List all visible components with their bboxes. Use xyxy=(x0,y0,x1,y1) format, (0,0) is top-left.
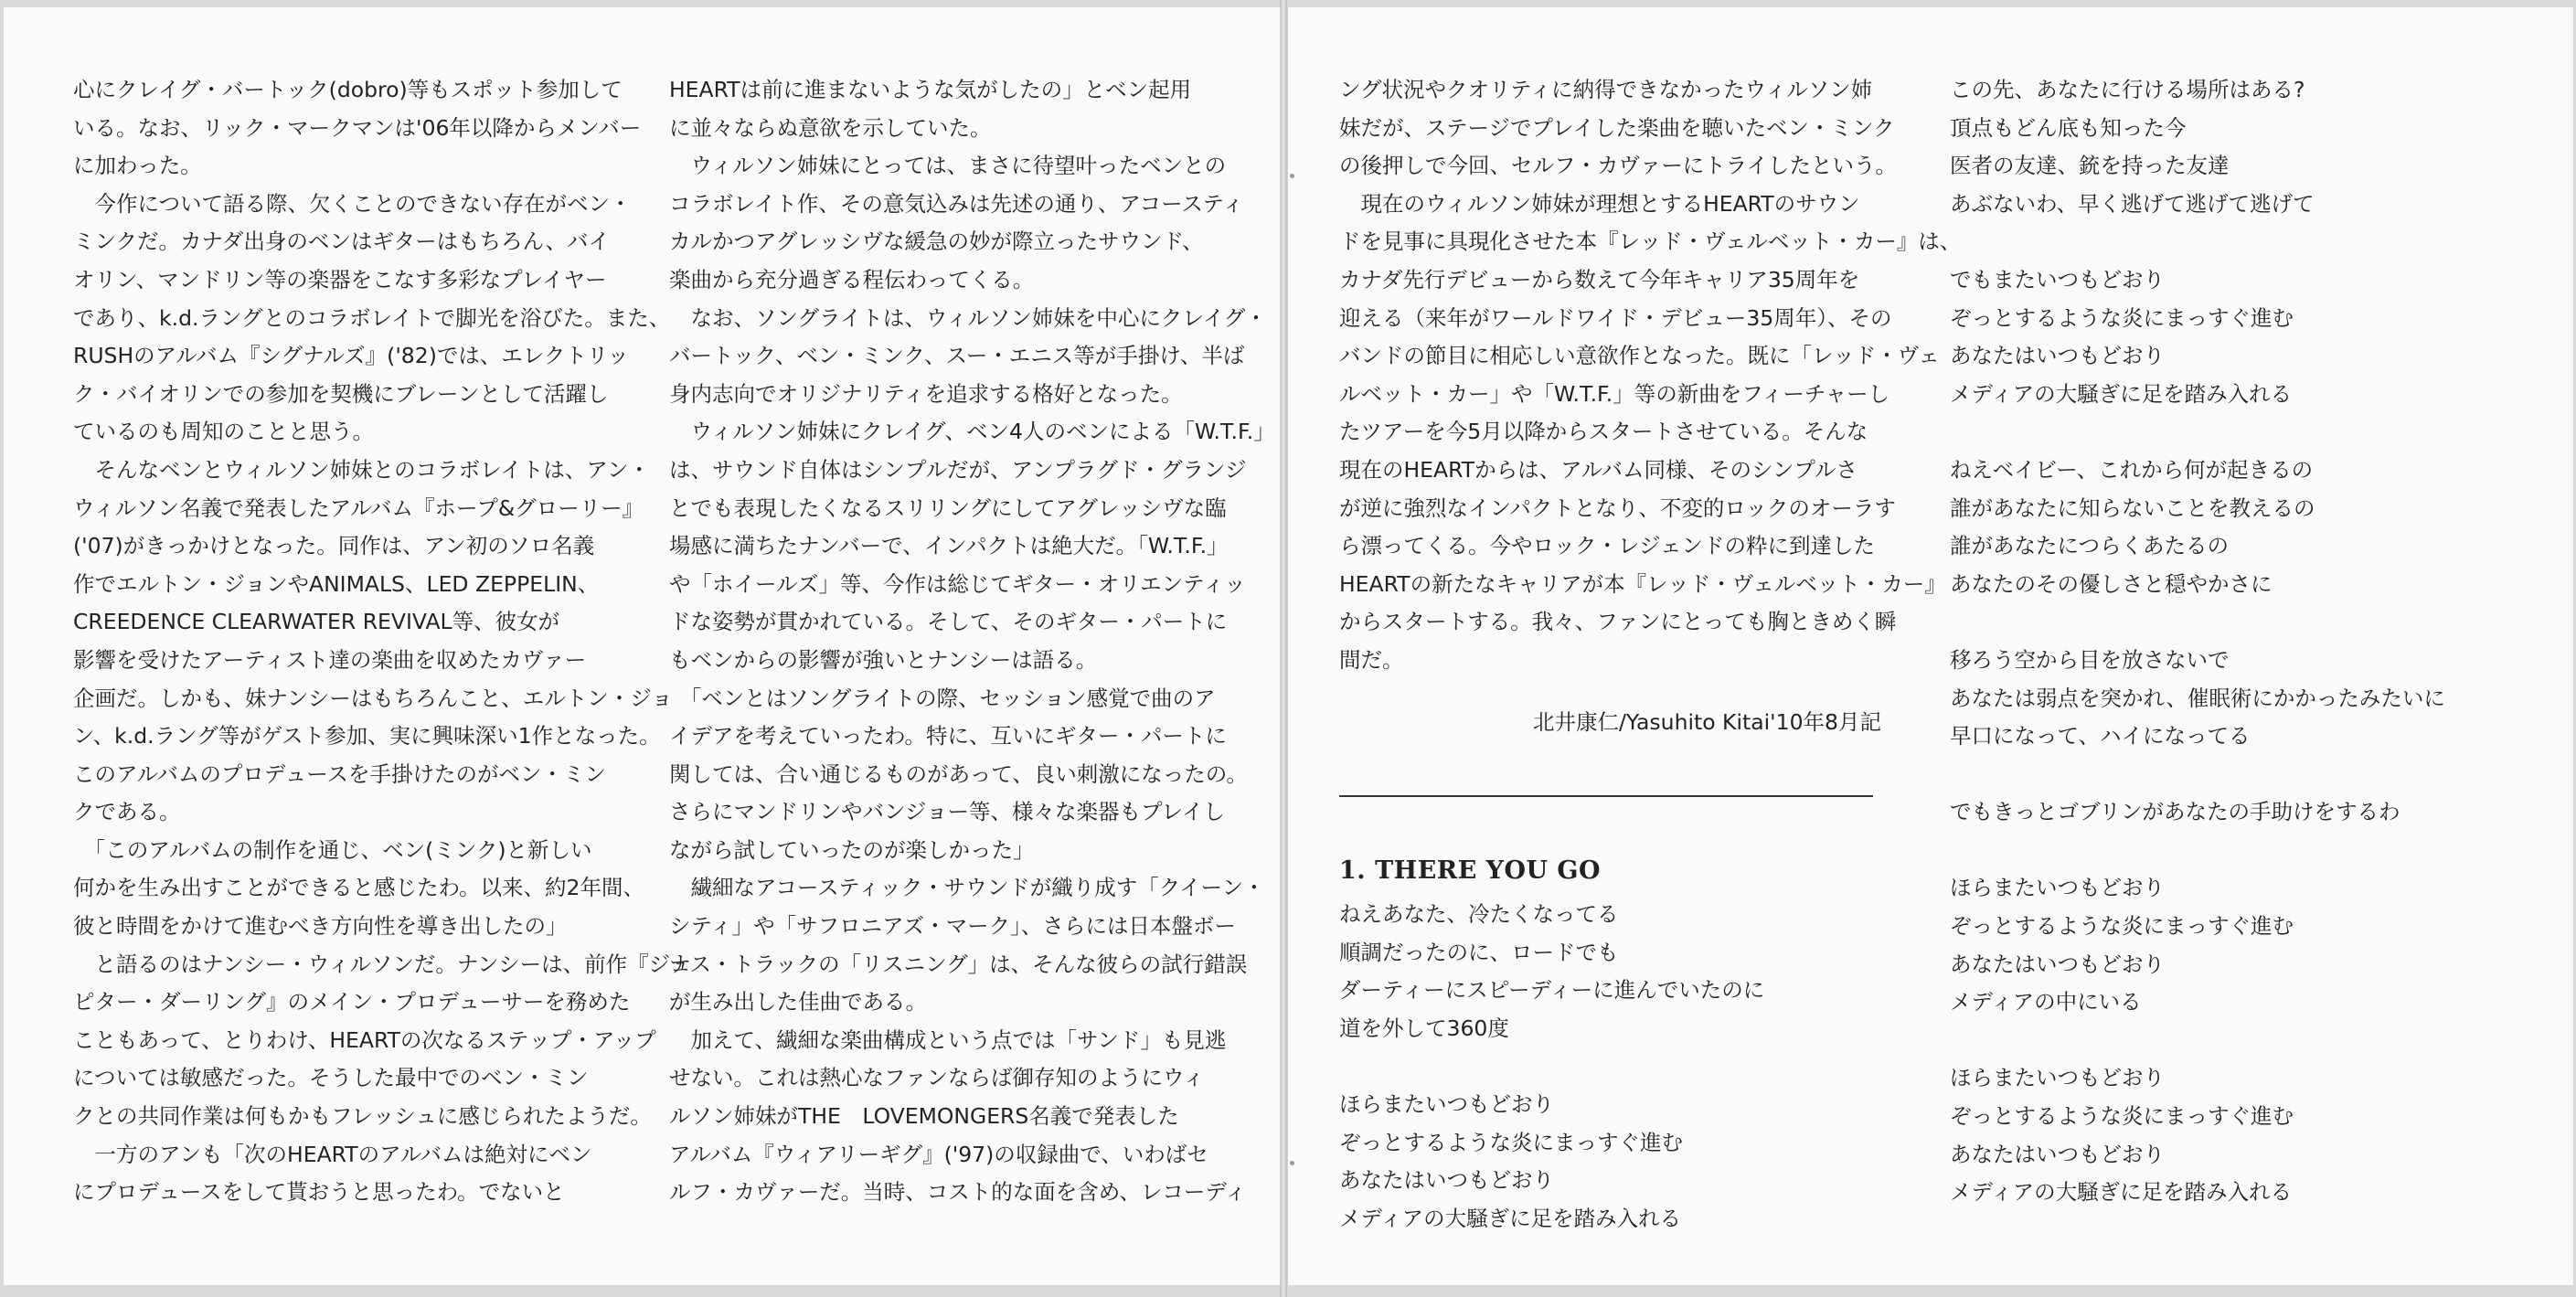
lyric-line: でもきっとゴブリンがあなたの手助けをするわ xyxy=(1950,799,2400,825)
text-line: いる。なお、リック・マークマンは'06年以降からメンバー xyxy=(73,114,642,141)
text-line: コラボレイト作、その意気込みは先述の通り、アコースティ xyxy=(669,190,1244,217)
lyric-line xyxy=(1339,1047,1764,1086)
text-line: アルバム『ウィアリーギグ』('97)の収録曲で、いわばセ xyxy=(669,1141,1208,1167)
lyric-line: この先、あなたに行ける場所はある? xyxy=(1950,77,2305,102)
song-title: 1. THERE YOU GO xyxy=(1339,856,1602,885)
lyric-line xyxy=(1950,603,2445,642)
text-line: CREEDENCE CLEARWATER REVIVAL等、彼女が xyxy=(73,609,560,635)
text-line: 身内志向でオリジナリティを追求する格好となった。 xyxy=(669,380,1183,407)
lyric-line xyxy=(1950,756,2445,794)
text-line: 妹だが、ステージでプレイした楽曲を聴いたベン・ミンク xyxy=(1339,114,1895,141)
text-line: 楽曲から充分過ぎる程伝わってくる。 xyxy=(669,266,1035,292)
lyric-line: 頂点もどん底も知った今 xyxy=(1950,114,2187,141)
lyric-line: メディアの大騒ぎに足を踏み入れる xyxy=(1339,1205,1682,1231)
text-line: とでも表現したくなるスリリングにしてアグレッシヴな臨 xyxy=(669,494,1227,521)
text-column-2 xyxy=(669,71,1275,1212)
text-column-3 xyxy=(1339,71,1961,680)
text-line: バンドの節目に相応しい意欲作となった。既に「レッド・ヴェ xyxy=(1339,343,1940,369)
text-line: であり、k.d.ラングとのコラボレイトで脚光を浴びた。また、 xyxy=(73,304,671,331)
text-line: もベンからの影響が強いとナンシーは語る。 xyxy=(669,646,1098,673)
lyric-line: ほらまたいつもどおり xyxy=(1339,1090,1554,1117)
lyric-line: ダーティーにスピーディーに進んでいたのに xyxy=(1339,977,1765,1004)
lyric-line: メディアの中にいる xyxy=(1950,989,2142,1015)
text-line: ング状況やクオリティに納得できなかったウィルソン姉 xyxy=(1339,77,1873,102)
text-line: なお、ソングライトは、ウィルソン姉妹を中心にクレイグ・ xyxy=(669,304,1267,331)
text-line: が生み出した佳曲である。 xyxy=(669,989,927,1015)
lyrics-block-right xyxy=(1950,71,2445,1212)
text-line: 影響を受けたアーティスト達の楽曲を収めたカヴァー xyxy=(73,646,587,673)
text-line: 企画だ。しかも、妹ナンシーはもちろんこと、エルトン・ジョ xyxy=(73,685,673,711)
lyric-line: あなたはいつもどおり xyxy=(1950,951,2165,977)
lyric-line: 早口になって、ハイになってる xyxy=(1950,723,2251,749)
lyric-line: 誰があなたにつらくあたるの xyxy=(1950,533,2230,559)
lyric-line: あぶないわ、早く逃げて逃げて逃げて xyxy=(1950,190,2315,217)
lyric-line: ぞっとするような炎にまっすぐ進む xyxy=(1950,1103,2294,1130)
text-line: 「このアルバムの制作を通じ、ベン(ミンク)と新しい xyxy=(73,836,592,863)
lyric-line xyxy=(1950,832,2445,870)
text-line: さらにマンドリンやバンジョー等、様々な楽器もプレイし xyxy=(669,799,1225,825)
text-line: カルかつアグレッシヴな緩急の妙が際立ったサウンド、 xyxy=(669,229,1204,255)
text-line: 彼と時間をかけて進むべき方向性を導き出したの」 xyxy=(73,913,568,940)
text-line: と語るのはナンシー・ウィルソンだ。ナンシーは、前作『ジュ xyxy=(73,951,692,977)
credit-line: '10年8月記 xyxy=(1770,709,1881,735)
lyric-line: あなたは弱点を突かれ、催眠術にかかったみたいに xyxy=(1950,685,2445,711)
text-line: ているのも周知のことと思う。 xyxy=(73,419,374,445)
lyric-line: メディアの大騒ぎに足を踏み入れる xyxy=(1950,380,2293,407)
text-line: ドな姿勢が貫かれている。そして、そのギター・パートに xyxy=(669,609,1228,635)
lyric-line: 誰があなたに知らないことを教えるの xyxy=(1950,494,2315,521)
text-line: に並々ならぬ意欲を示していた。 xyxy=(669,114,992,141)
right-page xyxy=(1287,7,2573,1285)
text-line: からスタートする。我々、ファンにとっても胸ときめく瞬 xyxy=(1339,609,1897,635)
lyric-line: 道を外して360度 xyxy=(1339,1015,1509,1041)
text-line: バートック、ベン・ミンク、スー・エニス等が手掛け、半ば xyxy=(669,343,1245,369)
text-line: 作でエルトン・ジョンやANIMALS、LED ZEPPELIN、 xyxy=(73,570,600,597)
text-line: ウィルソン姉妹にとっては、まさに待望叶ったベンとの xyxy=(669,153,1227,179)
text-line: ウィルソン姉妹にクレイグ、ベン4人のベンによる「W.T.F.」 xyxy=(669,419,1275,445)
lyric-line: あなたはいつもどおり xyxy=(1950,1141,2165,1167)
credit-line: 北井康仁/Yasuhito Kitai xyxy=(1533,709,1771,735)
text-line: ('07)がきっかけとなった。同作は、アン初のソロ名義 xyxy=(73,533,595,559)
lyrics-block-left xyxy=(1339,896,1764,1238)
text-line: ら漂ってくる。今やロック・レジェンドの粋に到達した xyxy=(1339,533,1875,559)
text-line: 関しては、合い通じるものがあって、良い刺激になったの。 xyxy=(669,760,1248,787)
lyric-line: 移ろう空から目を放さないで xyxy=(1950,646,2230,673)
text-line: 今作について語る際、欠くことのできない存在がベン・ xyxy=(73,190,632,217)
text-line: 現在のHEARTからは、アルバム同様、そのシンプルさ xyxy=(1339,456,1857,483)
text-line: シティ」や「サフロニアズ・マーク」、さらには日本盤ボー xyxy=(669,913,1236,940)
text-line: ピター・ダーリング』のメイン・プロデューサーを務めた xyxy=(73,989,631,1015)
text-line: 迎える（来年がワールドワイド・デビュー35周年）、その xyxy=(1339,304,1892,331)
left-page xyxy=(4,7,1281,1285)
text-line: ウィルソン名義で発表したアルバム『ホープ&グローリー』 xyxy=(73,494,644,521)
text-line: 何かを生み出すことができると感じたわ。以来、約2年間、 xyxy=(73,875,645,901)
text-line: 心にクレイグ・バートック(dobro)等もスポット参加して xyxy=(73,77,623,102)
text-line: が逆に強烈なインパクトとなり、不変的ロックのオーラす xyxy=(1339,494,1896,521)
staple-hole xyxy=(1290,174,1294,178)
book-spine xyxy=(1280,0,1287,1297)
text-line: ミンクだ。カナダ出身のベンはギターはもちろん、バイ xyxy=(73,229,611,255)
text-line: イデアを考えていったわ。特に、互いにギター・パートに xyxy=(669,723,1227,749)
text-line: 繊細なアコースティック・サウンドが織り成す「クイーン・ xyxy=(669,875,1265,901)
text-line: クとの共同作業は何もかもフレッシュに感じられたようだ。 xyxy=(73,1103,652,1130)
lyric-line: 医者の友達、銃を持った友達 xyxy=(1950,153,2230,179)
author-credit xyxy=(1533,704,1881,742)
lyric-line: ぞっとするような炎にまっすぐ進む xyxy=(1950,304,2294,331)
lyric-line: あなたはいつもどおり xyxy=(1950,343,2165,369)
text-line: HEARTは前に進まないような気がしたの」とベン起用 xyxy=(669,77,1192,102)
text-line: HEARTの新たなキャリアが本『レッド・ヴェルベット・カー』 xyxy=(1339,570,1946,597)
lyric-line: あなたはいつもどおり xyxy=(1339,1167,1554,1194)
text-line: 加えて、繊細な楽曲構成という点では「サンド」も見逃 xyxy=(669,1026,1227,1053)
lyric-line: ほらまたいつもどおり xyxy=(1950,875,2165,901)
text-line: や「ホイールズ」等、今作は総じてギター・オリエンティッ xyxy=(669,570,1246,597)
text-line: クである。 xyxy=(73,799,181,825)
text-line: の後押しで今回、セルフ・カヴァーにトライしたという。 xyxy=(1339,153,1898,179)
lyric-line xyxy=(1950,1022,2445,1060)
text-line: 「ベンとはソングライトの際、セッション感覚で曲のア xyxy=(669,685,1216,711)
lyric-line: あなたのその優しさと穏やかさに xyxy=(1950,570,2273,597)
text-line: ン、k.d.ラング等がゲスト参加、実に興味深い1作となった。 xyxy=(73,723,661,749)
lyric-line: 順調だったのに、ロードでも xyxy=(1339,939,1619,965)
text-column-1 xyxy=(73,71,691,1212)
text-line: ク・バイオリンでの参加を契機にブレーンとして活躍し xyxy=(73,380,609,407)
lyric-line: ねえベイビー、これから何が起きるの xyxy=(1950,456,2314,483)
text-line: ながら試していったのが楽しかった」 xyxy=(669,836,1035,863)
lyric-line xyxy=(1950,223,2445,261)
text-line: ドを見事に具現化させた本『レッド・ヴェルベット・カー』は、 xyxy=(1339,229,1962,255)
lyric-line: メディアの大騒ぎに足を踏み入れる xyxy=(1950,1179,2293,1206)
text-line: RUSHのアルバム『シグナルズ』('82)では、エレクトリッ xyxy=(73,343,629,369)
lyric-line: ねえあなた、冷たくなってる xyxy=(1339,901,1619,927)
text-line: 間だ。 xyxy=(1339,646,1404,673)
text-line: については敏感だった。そうした最中でのベン・ミン xyxy=(73,1065,589,1091)
text-line: ナス・トラックの「リスニング」は、そんな彼らの試行錯誤 xyxy=(669,951,1248,977)
lyric-line: でもまたいつもどおり xyxy=(1950,266,2165,292)
text-line: そんなベンとウィルソン姉妹とのコラボレイトは、アン・ xyxy=(73,456,650,483)
text-line: ルソン姉妹がTHE LOVEMONGERS名義で発表した xyxy=(669,1103,1179,1130)
text-line: 一方のアンも「次のHEARTのアルバムは絶対にベン xyxy=(73,1141,592,1167)
text-line: は、サウンド自体はシンプルだが、アンプラグド・グランジ xyxy=(669,456,1247,483)
lyric-line xyxy=(1950,413,2445,452)
text-line: 現在のウィルソン姉妹が理想とするHEARTのサウン xyxy=(1339,190,1860,217)
text-line: オリン、マンドリン等の楽器をこなす多彩なプレイヤー xyxy=(73,266,607,292)
text-line: たツアーを今5月以降からスタートさせている。そんな xyxy=(1339,419,1868,445)
lyric-line: ぞっとするような炎にまっすぐ進む xyxy=(1339,1129,1683,1155)
text-line: 場感に満ちたナンバーで、インパクトは絶大だ。「W.T.F.」 xyxy=(669,533,1229,559)
section-divider xyxy=(1339,795,1873,797)
text-line: こともあって、とりわけ、HEARTの次なるステップ・アップ xyxy=(73,1026,656,1053)
text-line: カナダ先行デビューから数えて今年キャリア35周年を xyxy=(1339,266,1860,292)
text-line: ルフ・カヴァーだ。当時、コスト的な面を含め、レコーディ xyxy=(669,1179,1247,1206)
lyric-line: ほらまたいつもどおり xyxy=(1950,1065,2165,1091)
staple-hole xyxy=(1290,1161,1294,1165)
text-line: せない。これは熱心なファンならば御存知のようにウィ xyxy=(669,1065,1205,1091)
text-line: ルベット・カー」や「W.T.F.」等の新曲をフィーチャーし xyxy=(1339,380,1890,407)
lyric-line: ぞっとするような炎にまっすぐ進む xyxy=(1950,913,2294,940)
text-line: このアルバムのプロデュースを手掛けたのがベン・ミン xyxy=(73,760,607,787)
text-line: に加わった。 xyxy=(73,153,202,179)
text-line: にプロデュースをして貰おうと思ったわ。でないと xyxy=(73,1179,565,1206)
